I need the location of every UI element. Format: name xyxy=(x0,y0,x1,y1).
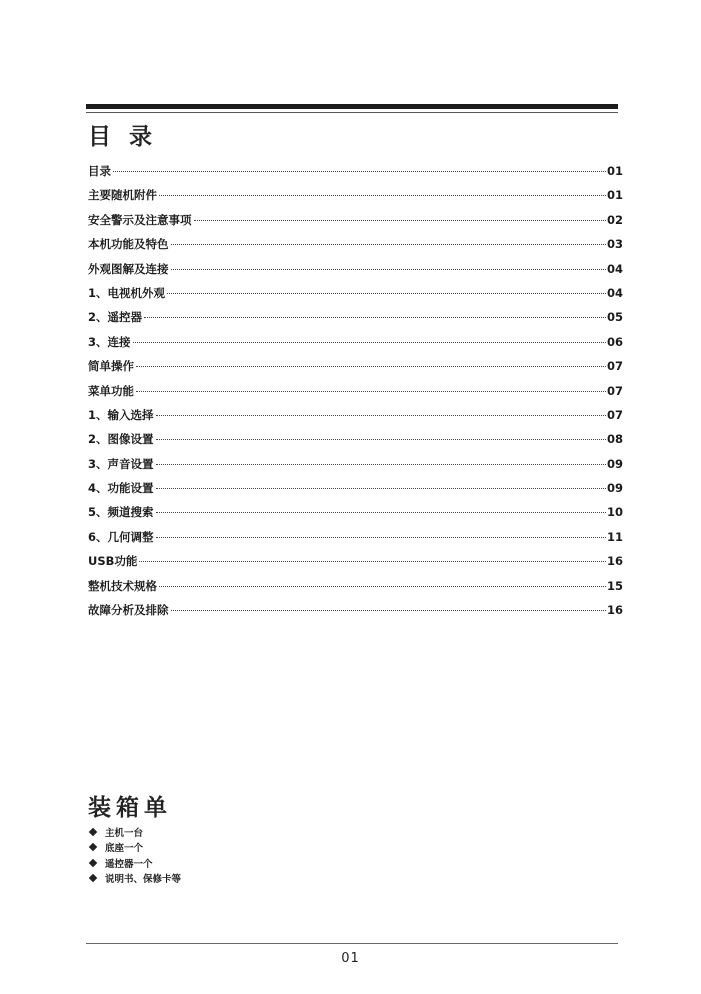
page-number: 01 xyxy=(341,951,360,966)
footer-rule xyxy=(86,943,618,944)
toc-leader xyxy=(171,269,606,270)
packing-item xyxy=(88,824,181,840)
toc-entry-label: 安全警示及注意事项 xyxy=(88,212,192,227)
toc-leader xyxy=(167,293,606,294)
toc-entry-page: 15 xyxy=(606,578,623,593)
toc-entry[interactable] xyxy=(88,529,623,553)
toc-entry-page: 07 xyxy=(606,383,623,398)
toc-leader xyxy=(171,610,606,611)
toc-leader xyxy=(159,195,606,196)
toc-entry-page: 05 xyxy=(606,310,623,325)
packing-item-label: 底座一个 xyxy=(105,843,144,855)
toc-entry-page: 01 xyxy=(606,188,623,203)
toc-entry[interactable] xyxy=(88,578,623,602)
toc-entry-page: 06 xyxy=(606,334,623,349)
toc-entry[interactable] xyxy=(88,358,623,382)
packing-item xyxy=(88,840,181,856)
toc-entry-label: 1、电视机外观 xyxy=(88,285,166,300)
toc-entry[interactable] xyxy=(88,334,623,358)
diamond-bullet-icon xyxy=(89,828,97,836)
toc-entry-label: 本机功能及特色 xyxy=(88,237,169,252)
packing-item-label: 主机一台 xyxy=(105,827,144,839)
toc-entry-page: 11 xyxy=(606,529,623,544)
toc-entry-label: USB功能 xyxy=(88,554,138,569)
toc-entry-label: 1、输入选择 xyxy=(88,407,154,422)
toc-entry[interactable] xyxy=(88,602,623,626)
toc-entry[interactable] xyxy=(88,431,623,455)
toc-leader xyxy=(171,244,606,245)
toc-entry[interactable] xyxy=(88,383,623,407)
toc-entry-label: 菜单功能 xyxy=(88,383,134,398)
toc-entry-label: 6、几何调整 xyxy=(88,529,154,544)
toc-entry[interactable] xyxy=(88,163,623,187)
toc-entry[interactable] xyxy=(88,212,623,236)
toc-leader xyxy=(139,561,606,562)
toc-entry[interactable] xyxy=(88,456,623,480)
toc-entry-label: 整机技术规格 xyxy=(88,578,157,593)
top-rule xyxy=(86,104,618,109)
toc-entry-label: 2、遥控器 xyxy=(88,310,143,325)
toc-leader xyxy=(113,171,606,172)
toc-entry-page: 07 xyxy=(606,359,623,374)
toc-entry[interactable] xyxy=(88,553,623,577)
toc-entry[interactable] xyxy=(88,309,623,333)
toc-entry[interactable] xyxy=(88,504,623,528)
toc-entry-page: 04 xyxy=(606,285,623,300)
toc-entry-label: 4、功能设置 xyxy=(88,481,154,496)
top-rule-thin xyxy=(86,112,618,113)
toc-entry-label: 3、连接 xyxy=(88,334,131,349)
packing-item-label: 说明书、保修卡等 xyxy=(105,874,182,886)
toc-leader xyxy=(156,537,606,538)
toc-entry-page: 10 xyxy=(606,505,623,520)
toc-leader xyxy=(194,220,606,221)
toc-entry-page: 01 xyxy=(606,164,623,178)
toc-entry-page: 16 xyxy=(606,603,623,618)
toc-entry[interactable] xyxy=(88,407,623,431)
toc-entry-page: 08 xyxy=(606,432,623,447)
packing-list-title: 装箱单 xyxy=(88,795,172,821)
packing-item xyxy=(88,855,181,871)
toc-entry[interactable] xyxy=(88,480,623,504)
packing-item-label: 遥控器一个 xyxy=(105,858,153,870)
toc-leader xyxy=(136,391,606,392)
toc-entry-page: 07 xyxy=(606,407,623,422)
toc-entry-page: 03 xyxy=(606,237,623,252)
toc-leader xyxy=(156,464,606,465)
toc-entry[interactable] xyxy=(88,236,623,260)
toc-entry-label: 5、频道搜索 xyxy=(88,505,154,520)
toc-leader xyxy=(159,586,606,587)
toc-entry-label: 2、图像设置 xyxy=(88,432,154,447)
toc-leader xyxy=(136,366,606,367)
packing-list xyxy=(88,824,181,886)
toc-entry-page: 04 xyxy=(606,261,623,276)
diamond-bullet-icon xyxy=(89,874,97,882)
toc-entry-label: 外观图解及连接 xyxy=(88,261,169,276)
toc-entry[interactable] xyxy=(88,261,623,285)
toc-entry-page: 09 xyxy=(606,481,623,496)
toc-title: 目 录 xyxy=(88,124,158,150)
toc-entry-label: 简单操作 xyxy=(88,359,134,374)
toc-entry-label: 故障分析及排除 xyxy=(88,603,169,618)
toc-leader xyxy=(144,317,606,318)
toc-entry-label: 目录 xyxy=(88,164,111,178)
diamond-bullet-icon xyxy=(89,859,97,867)
toc-leader xyxy=(133,342,606,343)
toc-entry-label: 3、声音设置 xyxy=(88,456,154,471)
packing-item xyxy=(88,871,181,887)
toc-leader xyxy=(156,488,606,489)
toc-entry-page: 09 xyxy=(606,456,623,471)
diamond-bullet-icon xyxy=(89,843,97,851)
toc-entry[interactable] xyxy=(88,187,623,211)
toc-entry-page: 16 xyxy=(606,554,623,569)
toc-leader xyxy=(156,415,606,416)
toc-entry-page: 02 xyxy=(606,212,623,227)
toc-entry-label: 主要随机附件 xyxy=(88,188,157,203)
toc-leader xyxy=(156,439,606,440)
toc-list xyxy=(88,163,623,626)
toc-entry[interactable] xyxy=(88,285,623,309)
toc-leader xyxy=(156,512,606,513)
